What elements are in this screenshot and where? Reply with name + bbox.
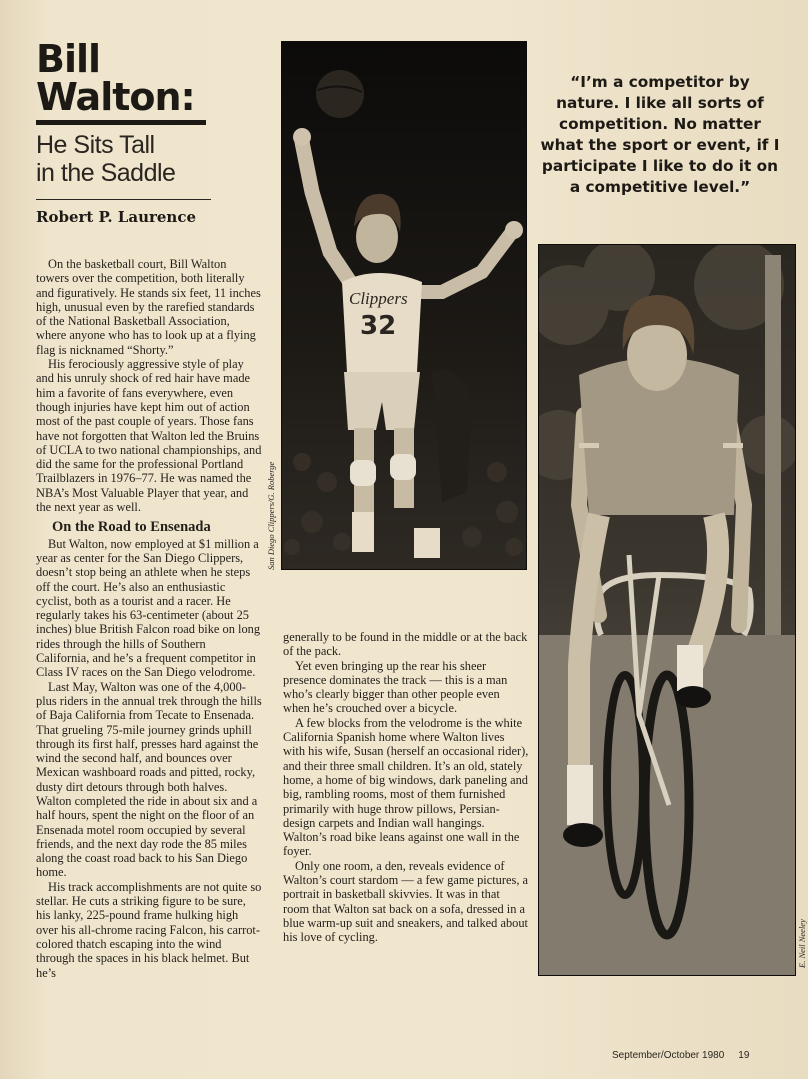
- subtitle-line-1: He Sits Tall: [36, 131, 155, 159]
- article-column-2: [283, 630, 529, 945]
- article-title: [36, 37, 216, 119]
- paragraph: A few blocks from the velodrome is the white California Spanish home where Walton lives with his wife, Susan (herself an occasional rider), and their three small children. It’s an old, stately home, a home of big windows, dark paneling and big, rambling rooms, most of them furnished primarily with huge throw pillows, Persian-design carpets and Indian wall hangings. Walton’s road bike leans against one wall in the foyer.: [283, 715, 529, 859]
- basketball-player-illustration: [282, 42, 526, 569]
- jersey-team-text: Clippers: [349, 289, 408, 308]
- title-line-2: Walton:: [36, 75, 195, 119]
- paragraph: generally to be found in the middle or at the back of the pack.: [283, 630, 528, 659]
- paragraph: Yet even bringing up the rear his sheer presence dominates the track — this is a man who’s clearly bigger than other people even when he’s crouched over a bicycle.: [283, 658, 508, 716]
- byline: Robert P. Laurence: [36, 208, 196, 226]
- title-line-1: Bill: [36, 37, 101, 81]
- photo-credit-1: San Diego Clippers/G. Roberge: [266, 461, 276, 570]
- cycling-photo: [538, 244, 796, 976]
- subtitle-line-2: in the Saddle: [36, 159, 176, 187]
- issue-date: September/October 1980: [612, 1050, 725, 1061]
- article-column-1: [36, 257, 262, 980]
- paragraph: Last May, Walton was one of the 4,000-plus riders in the annual trek through the hills of Baja California from Tecate to Ensenada. That grueling 75-mile journey grinds uphill through its first half, presses hard against the wind the second half, and bounces over Mexican washboard roads and pitted, rocky, dusty dirt detours through both halves. Walton completed the ride in about six and a half hours, spent the night on the floor of an Ensenada motel room occupied by several friends, and the next day rode the 85 miles along the coast road back to his San Diego home.: [36, 679, 262, 880]
- paragraph: His ferociously aggressive style of play and his unruly shock of red hair have made him a favorite of fans everywhere, even though injuries have kept him out of action most of the past couple of years. Those fans have not forgotten that Walton led the Bruins of UCLA to two national championships, and did the same for the professional Portland Trailblazers in 1976–77. He was named the NBA’s Most Valuable Player that year, and the next year as well.: [36, 357, 262, 515]
- paragraph: Only one room, a den, reveals evidence of Walton’s court stardom — a few game pictures, a portrait in basketball skivvies. It was in that room that Walton sat back on a sofa, dressed in a blue warm-up suit and sneakers, and talked about his love of cycling.: [283, 858, 529, 945]
- byline-rule: [36, 199, 211, 200]
- title-block: [36, 37, 216, 226]
- paragraph: But Walton, now employed at $1 million a year as center for the San Diego Clippers, doesn’t stop being an athlete when he steps off the court. He’s also an enthusiastic cyclist, both as a tourist and a racer. He regularly takes his 63-centimeter (about 25 inches) blue British Falcon road bike on long rides through the hills of Southern California, and he’s a frequent competitor in Class IV races on the San Diego velodrome.: [36, 536, 261, 680]
- paragraph: On the basketball court, Bill Walton towers over the competition, both literally and figuratively. He stands six feet, 11 inches high, unusual even by the rarefied standards of the National Basketball Association, where anyone who has to look up at a flying flag is nicknamed “Shorty.”: [36, 257, 261, 357]
- section-subhead: On the Road to Ensenada: [52, 519, 211, 536]
- pull-quote: “I’m a competitor by nature. I like all sorts of competition. No matter what the sport or event, if I participate I like to do it on a competitive level.”: [540, 73, 780, 196]
- title-rule: [36, 120, 206, 125]
- cyclist-illustration: [539, 245, 795, 975]
- photo-credit-2: E. Neil Neeley: [797, 919, 807, 968]
- paragraph: His track accomplishments are not quite so stellar. He cuts a striking figure to be sure, his lanky, 225-pound frame hulking high over his all-chrome racing Falcon, his carrot-colored thatch escaping into the wind through the spaces in his black helmet. But he’s: [36, 879, 262, 980]
- page-number: 19: [738, 1050, 750, 1061]
- page-footer: [612, 1050, 749, 1061]
- basketball-photo: [281, 41, 527, 570]
- jersey-number: 32: [360, 311, 397, 341]
- article-subtitle: [36, 131, 216, 187]
